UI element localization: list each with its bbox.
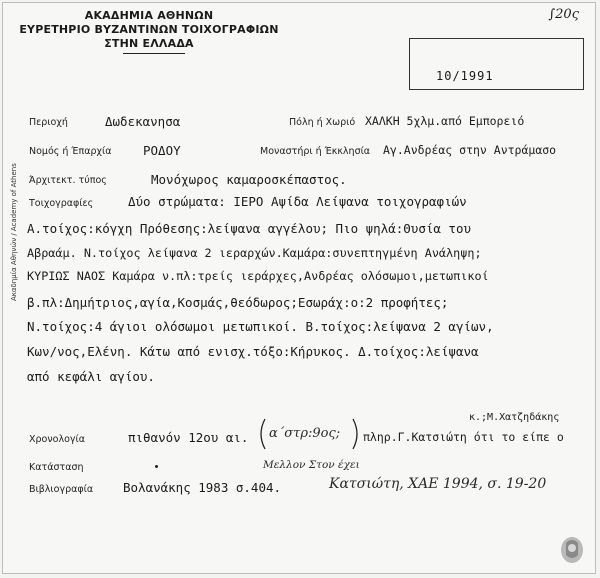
label-arch-type: Άρχιτεκτ. τύπος bbox=[29, 175, 107, 186]
value-city-village: ΧΑΛΚΗ 5χλμ.από Εμπορειό bbox=[365, 114, 525, 128]
card-number-box bbox=[409, 38, 584, 90]
value-condition-hand: Μελλον Στον έχει bbox=[263, 459, 360, 471]
value-bibliography-typed: Βολανάκης 1983 σ.404. bbox=[123, 480, 282, 495]
value-region: Δωδεκανησα bbox=[105, 114, 181, 129]
label-bibliography: Βιβλιογραφία bbox=[29, 484, 94, 495]
dating-note: κ.;Μ.Χατζηδάκης bbox=[469, 412, 560, 423]
label-condition: Κατάσταση bbox=[29, 462, 84, 473]
value-bibliography-hand: Κατσιώτη, ΧΑΕ 1994, σ. 19-20 bbox=[329, 476, 547, 492]
card-number: 10/1991 bbox=[436, 69, 494, 83]
value-dating-rest: πληρ.Γ.Κατσιώτη ότι το είπε ο bbox=[363, 430, 564, 444]
condition-dot bbox=[155, 465, 158, 468]
label-city-village: Πόλη ή Χωριό bbox=[289, 117, 356, 128]
label-monastery-church: Μοναστήρι ή Έκκλησία bbox=[260, 146, 371, 157]
frescoes-line-6: Ν.τοίχος:4 άγιοι ολόσωμοι μετωπικοί. Β.τοίχος:λείψανα 2 αγίων, bbox=[27, 319, 494, 334]
frescoes-line-3: Αβραάμ. Ν.τοίχος λείψανα 2 ιεραρχών.Καμάρα:συνεπτηγμένη Ανάληψη; bbox=[27, 246, 482, 260]
value-dating-hand: α΄στρ:9ος; bbox=[269, 426, 341, 441]
label-frescoes: Τοιχογραφίες bbox=[29, 198, 94, 209]
header-underline bbox=[123, 53, 185, 54]
value-dating-typed: πιθανόν 12ου αι. bbox=[128, 430, 249, 445]
frescoes-line-5: β.πλ:Δημήτριος,αγία,Κοσμάς,θεόδωρος;Εσωράχ:ο:2 προφήτες; bbox=[27, 295, 449, 310]
header-line-3: ΣΤΗΝ ΕΛΛΑΔΑ bbox=[104, 37, 194, 50]
frescoes-line-7: Κων/νος,Ελένη. Κάτω από ενισχ.τόξο:Κήρυκος. Δ.τοίχος:λείψανα bbox=[27, 344, 479, 359]
record-card bbox=[2, 2, 596, 574]
side-stamp: Ακαδημία Αθηνών / Academy of Athens bbox=[10, 163, 18, 301]
frescoes-line-1: Δύο στρώματα: ΙΕΡΟ Αψίδα Λείψανα τοιχογραφιών bbox=[128, 194, 467, 209]
frescoes-line-2: Α.τοίχος:κόγχη Πρόθεσης:λείψανα αγγέλου; Πιο ψηλά:Θυσία του bbox=[27, 221, 472, 236]
label-dating: Χρονολογία bbox=[29, 434, 86, 445]
label-prefecture: Νομός ή Έπαρχία bbox=[29, 146, 112, 157]
value-arch-type: Μονόχωρος καμαροσκέπαστος. bbox=[151, 172, 347, 187]
frescoes-line-4: ΚΥΡΙΩΣ ΝΑΟΣ Καμάρα ν.πλ:τρείς ιεράρχες,Ανδρέας ολόσωμοι,μετωπικοί bbox=[27, 269, 489, 283]
value-prefecture: ΡΟΔΟΥ bbox=[143, 143, 181, 158]
label-region: Περιοχή bbox=[29, 117, 68, 128]
frescoes-line-8: από κεφάλι αγίου. bbox=[27, 369, 155, 384]
value-monastery-church: Αγ.Ανδρέας στην Αντράμασο bbox=[383, 143, 557, 157]
header-line-2: ΕΥΡΕΤΗΡΙΟ ΒΥΖΑΝΤΙΝΩΝ ΤΟΙΧΟΓΡΑΦΙΩΝ bbox=[19, 23, 279, 36]
header-line-1: ΑΚΑΔΗΜΙΑ ΑΘΗΝΩΝ bbox=[84, 9, 214, 22]
academy-logo-icon bbox=[559, 535, 585, 565]
top-right-mark: ∫20ς bbox=[548, 7, 579, 22]
